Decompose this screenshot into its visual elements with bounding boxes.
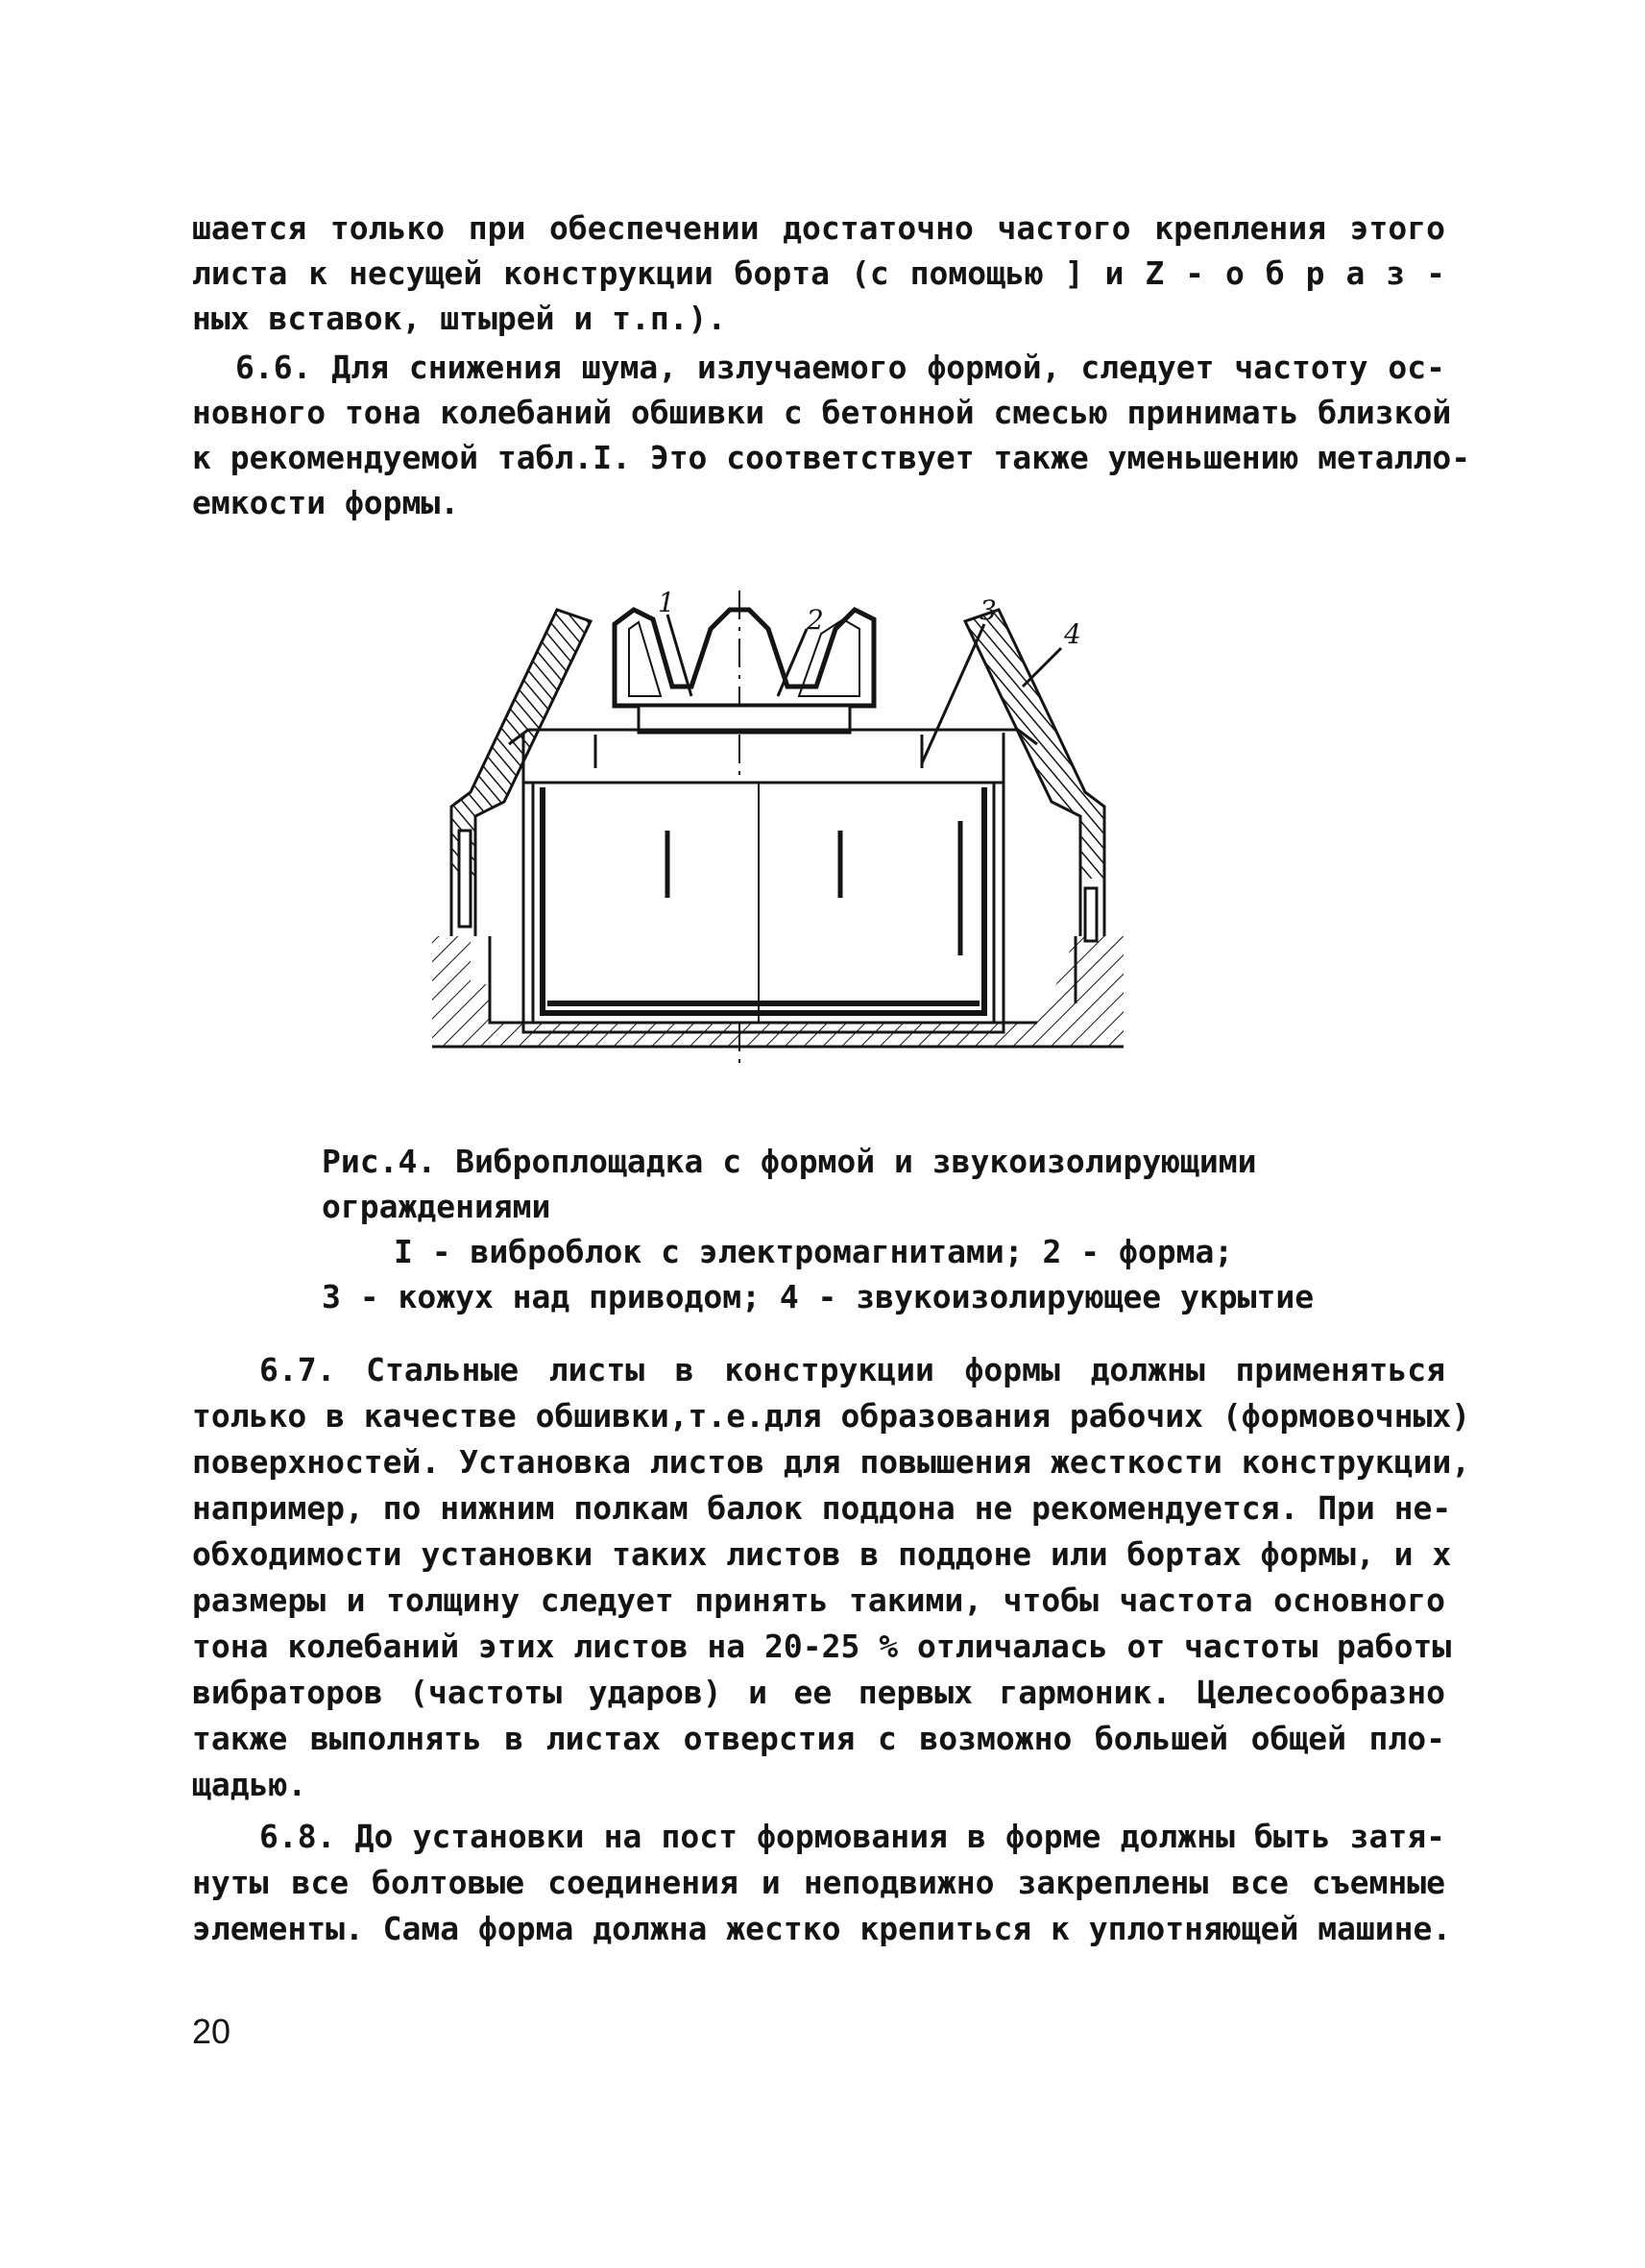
text-line: листа к несущей конструкции борта (с помощью ] и Z - о б р а з - (192, 254, 1445, 292)
section-6-8-line: 6.8. До установки на пост формования в форме должны быть затя- (259, 1818, 1445, 1855)
section-6-7-line: обходимости установки таких листов в поддоне или бортах формы, и х (192, 1535, 1452, 1573)
figure-label-2: 2 (807, 604, 824, 636)
text-line: ных вставок, штырей и т.п.). (192, 300, 727, 337)
section-6-8-line: элементы. Сама форма должна жестко крепиться к уплотняющей машине. (192, 1910, 1452, 1947)
section-6-6-line: емкости формы. (192, 484, 460, 521)
section-6-7-line: поверхностей. Установка листов для повышения жесткости конструкции, (192, 1443, 1471, 1481)
section-6-6-line: новного тона колебаний обшивки с бетонной смесью принимать близкой (192, 394, 1452, 431)
section-6-7-line: например, по нижним полкам балок поддона не рекомендуется. При не- (192, 1489, 1452, 1527)
section-6-7-line: щадью. (192, 1766, 307, 1803)
text-line: шается только при обеспечении достаточно частого крепления этого (192, 209, 1445, 247)
section-6-6-line: 6.6. Для снижения шума, излучаемого формой, следует частоту ос- (235, 349, 1445, 386)
figure-legend-line: I - виброблок с электромагнитами; 2 - форма; (394, 1233, 1234, 1270)
section-6-6-line: к рекомендуемой табл.I. Это соответствует также уменьшению металло- (192, 439, 1471, 476)
figure-caption-title-cont: ограждениями (322, 1188, 551, 1225)
figure-label-1: 1 (658, 591, 675, 618)
section-6-7-line: вибраторов (частоты ударов) и ее первых гармоник. Целесообразно (192, 1674, 1445, 1711)
figure-legend-line: 3 - кожух над приводом; 4 - звукоизолирующее укрытие (322, 1278, 1315, 1315)
section-6-8-line: нуты все болтовые соединения и неподвижно закреплены все съемные (192, 1864, 1445, 1901)
figure-vibroplatform-diagram (423, 591, 1133, 1066)
section-6-7-line: 6.7. Стальные листы в конструкции формы должны применяться (259, 1351, 1445, 1388)
section-6-7-line: размеры и толщину следует принять такими, чтобы частота основного (192, 1581, 1445, 1619)
page-number: 20 (192, 2012, 231, 2051)
figure-caption-title: Рис.4. Виброплощадка с формой и звукоизолирующими (322, 1143, 1257, 1180)
section-6-7-line: также выполнять в листах отверстия с возможно большей общей пло- (192, 1720, 1445, 1757)
figure-label-4: 4 (1064, 618, 1081, 650)
section-6-7-line: тона колебаний этих листов на 20-25 % отличалась от частоты работы (192, 1628, 1452, 1665)
figure-label-3: 3 (980, 594, 997, 626)
section-6-7-line: только в качестве обшивки,т.е.для образования рабочих (формовочных) (192, 1397, 1471, 1435)
